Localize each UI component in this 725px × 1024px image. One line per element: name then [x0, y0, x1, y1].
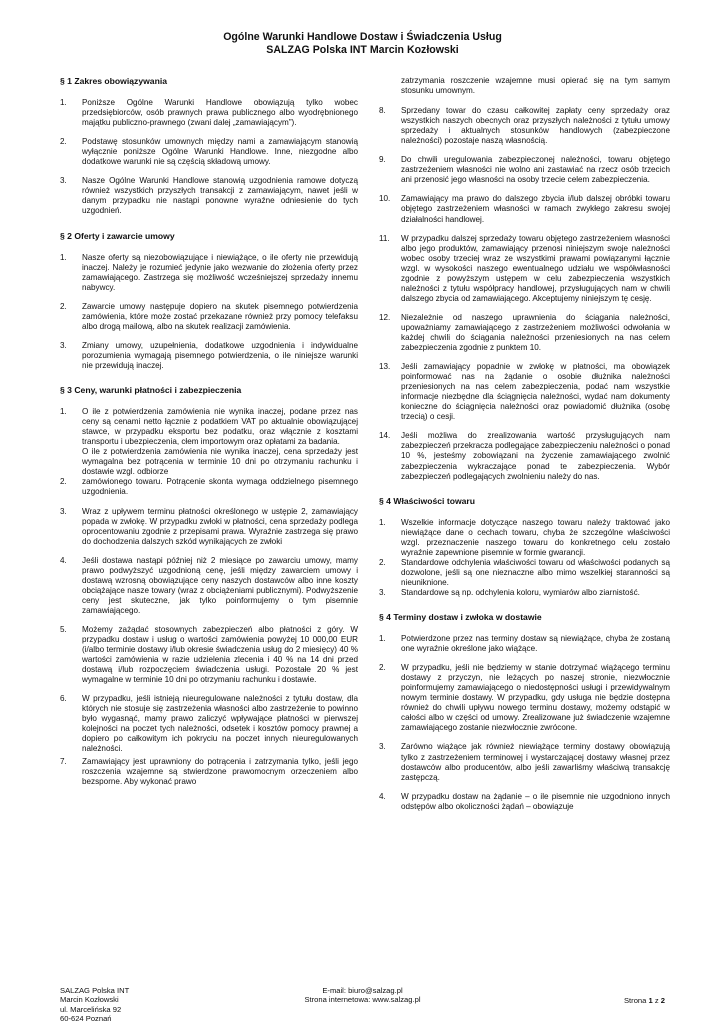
left-column	[60, 76, 358, 787]
clause-text: Nasze oferty są niezobowiązujące i niewiążące, o ile oferty nie przewidują inaczej. Należy je rozumieć jedynie jako wezwanie do złożenia oferty przez zamawiającego. Zastrzega się możliwość wcześniejszej sprzedaży innemu nabywcy.	[82, 252, 358, 292]
clause-number: 2.	[379, 663, 386, 673]
clause-text: Zmiany umowy, uzupełnienia, dodatkowe uzgodnienia i indywidualne porozumienia wymagają pisemnego potwierdzenia, o ile niniejsze warunki nie przewidują inaczej.	[82, 340, 358, 370]
clause-text: Standardowe odchylenia właściwości towaru od właściwości podanych są dozwolone, jeśli są one nieznaczne albo mimo wszelkiej staranności są nieuniknione.	[401, 557, 670, 587]
clause-text: W przypadku dalszej sprzedaży towaru objętego zastrzeżeniem własności albo jego produktów, zamawiający przenosi niniejszym swoje należności wobec osoby trzeciej wraz ze wszystkimi prawami powiązanymi łącznie wzgl. w wysokości naszego ewentualnego udziału we współwłasności zgodnie z powyższym ustępem w celu zabezpieczenia wszystkich należności z tytułu współpracy handlowej, przysługujących nam w chwili dalszego zbycia od zamawiającego. Akceptujemy niniejszym tę cesję.	[401, 233, 670, 303]
clause-number: 1.	[379, 517, 386, 527]
clause	[379, 588, 670, 598]
clause	[60, 341, 358, 371]
clause	[60, 407, 358, 447]
clause-number: 1.	[379, 634, 386, 644]
clause	[379, 742, 670, 782]
clause	[379, 362, 670, 422]
clause	[379, 194, 670, 224]
document-title: Ogólne Warunki Handlowe Dostaw i Świadczenia Usług	[223, 31, 502, 43]
section-title: § 4 Terminy dostaw i zwłoka w dostawie	[379, 612, 542, 623]
clause-number: 1.	[60, 98, 67, 108]
clause-text: Jeśli możliwa do zrealizowania wartość przysługujących nam zabezpieczeń przekracza podlegające zabezpieczeniu należności o ponad 10 %, jesteśmy zobowiązani na życzenie zamawiającego zwolnić zabezpieczenia wykraczające ponad te zabezpieczenia. Wybór zabezpieczeń podlegających zwolnieniu należy do nas.	[401, 431, 670, 481]
current-page: 1	[648, 996, 653, 1005]
clause-number: 1.	[60, 407, 67, 417]
clause-text: Zawarcie umowy następuje dopiero na skutek pisemnego potwierdzenia zamówienia, które może zostać przekazane również przy pomocy telefaksu albo drogą mailową, albo na skutek realizacji zamówienia.	[82, 301, 358, 331]
clause-text: Nasze Ogólne Warunki Handlowe stanowią uzgodnienia ramowe dotyczą również wszystkich przyszłych transakcji z zamawiającym, nawet jeśli w danym przypadku nie nastąpi ponowne wyraźne odniesienie do tych uzgodnień.	[82, 176, 358, 216]
clause-number: 2.	[60, 137, 67, 147]
clause-text: O ile z potwierdzenia zamówienia nie wynika inaczej, podane przez nas ceny są cenami netto łącznie z podatkiem VAT po aktualnie obowiązującej stawce, w przypadku eksportu bez podatku, oraz włącznie z kosztami transportu i ubezpieczenia, cłem importowym oraz opłatami za badania.	[82, 407, 358, 447]
page-label: Strona	[623, 996, 647, 1005]
section-title: § 2 Oferty i zawarcie umowy	[60, 230, 175, 241]
clause	[60, 302, 358, 332]
clause	[379, 106, 670, 146]
clause-number: 13.	[379, 362, 391, 372]
clause-text: Do chwili uregulowania zabezpieczonej należności, towaru objętego zastrzeżeniem własności nie wolno ani zastawiać na rzecz osób trzecich ani przenosić jego własności na osoby trzecie celem zabezpieczenia.	[401, 155, 670, 185]
clause	[60, 694, 358, 754]
clause-text: O ile z potwierdzenia zamówienia nie wynika inaczej, cena sprzedaży jest wymagalna bez potrącenia w terminie 10 dni po otrzymaniu rachunku i dostawie wzgl. odbiorze	[82, 447, 358, 477]
clause-text: Podstawę stosunków umownych między nami a zamawiającym stanowią wyłącznie poniższe Ogólne Warunki Handlowe. Inne, niezgodne albo dodatkowe warunki nie są częścią składową umowy.	[82, 137, 358, 167]
clause-text: Zamawiający ma prawo do dalszego zbycia i/lub dalszej obróbki towaru objętego zastrzeżeniem własności w ramach zwykłego zakresu swojej działalności handlowej.	[401, 194, 670, 224]
clause	[379, 155, 670, 185]
clause-text: zamówionego towaru. Potrącenie skonta wymaga oddzielnego pisemnego uzgodnienia.	[82, 477, 358, 497]
clause	[379, 313, 670, 353]
footer-address-line: SALZAG Polska INT	[60, 986, 130, 995]
company-name: SALZAG Polska INT Marcin Kozłowski	[266, 44, 459, 56]
clause	[60, 98, 358, 128]
section-title: § 4 Właściwości towaru	[379, 495, 475, 506]
clause	[60, 507, 358, 547]
clause-text: Możemy zażądać stosownych zabezpieczeń albo płatności z góry. W przypadku dostaw i usług o wartości zamówienia powyżej 10 000,00 EUR (i/albo terminie dostawy i/lub okresie świadczenia usług do 2 miesięcy) 40 % wartości zamówienia w razie udzielenia zlecenia i 40 % na 14 dni przed dostawą i/lub rozpoczęciem świadczenia usługi. Pozostałe 20 % jest wymagalne w terminie 10 dni po otrzymaniu rachunku i dostawie.	[82, 624, 358, 685]
page-of-label: z	[654, 996, 659, 1005]
clause-number: 3.	[379, 742, 386, 752]
clause	[379, 518, 670, 558]
clause-number: 8.	[379, 106, 386, 116]
clause-number: 3.	[60, 506, 67, 516]
clause	[60, 477, 358, 497]
clause-number: 1.	[60, 252, 67, 262]
clause	[379, 663, 670, 733]
clause-number: 3.	[379, 587, 386, 597]
clause-number: 14.	[379, 431, 391, 441]
clause-number: 4.	[379, 791, 386, 801]
section-title: § 1 Zakres obowiązywania	[60, 76, 167, 86]
footer-address-line: 60-624 Poznań	[60, 1013, 112, 1023]
footer-contact	[0, 986, 725, 1005]
clause-number: 3.	[60, 176, 67, 186]
clause-number: 4.	[60, 555, 67, 565]
clause-number: 11.	[379, 233, 390, 243]
clause-text: zatrzymania roszczenie wzajemne musi opierać się na tym samym stosunku umownym.	[401, 76, 670, 96]
clause-text: W przypadku, jeśli istnieją nieuregulowane należności z tytułu dostaw, dla których nie stosuje się zastrzeżenia własności albo zastrzeżenie to powinno było wygasnąć, mamy prawo zaliczyć wpływające płatności w pierwszej kolejności na poczet tych należności, odsetek i kosztów pomocy prawnej a dopiero po całkowitym ich pokryciu na poczet innych nieuregulowanych należności.	[82, 694, 358, 754]
clause-number: 12.	[379, 312, 391, 322]
clause-text: Wraz z upływem terminu płatności określonego w ustępie 2, zamawiający popada w zwłokę. W przypadku zwłoki w płatności, cena sprzedaży podlega oprocentowaniu zgodnie z przepisami prawa. Wyraźnie zastrzega się prawo do dochodzenia dalszych szkód wynikających ze zwłoki	[82, 506, 358, 546]
clause-text: Wszelkie informacje dotyczące naszego towaru należy traktować jako niewiążące dane o cechach towaru, chyba że szczególne właściwości wzgl. przeznaczenie naszego towaru do konkretnego celu zostało wyraźnie zapewnione pisemnie w formie gwarancji.	[401, 517, 670, 557]
clause-text: Zarówno wiążące jak również niewiążące terminy dostawy obowiązują tylko z zastrzeżeniem terminowej i wystarczającej dostawy własnej przez dostawców albo producentów, albo jeśli zawarliśmy właściwą transakcję zastępczą.	[401, 742, 670, 782]
clause-text: W przypadku dostaw na żądanie – o ile pisemnie nie uzgodniono innych odstępów albo okoliczności żądań – obowiązuje	[401, 791, 670, 811]
document-header	[0, 31, 725, 57]
clause-number: 5.	[60, 624, 67, 634]
clause	[379, 558, 670, 588]
clause	[379, 431, 670, 481]
clause-text: Niezależnie od naszego uprawnienia do ściągania należności, upoważniamy zamawiającego z zastrzeżeniem możliwości odwołania w każdej chwili do ściągania należności przeniesionych na nas celem zabezpieczenia zgodnie z punktem 10.	[401, 312, 670, 353]
clause-number: 2.	[60, 301, 67, 311]
clause-number: 3.	[60, 340, 67, 350]
section-title: § 3 Ceny, warunki płatności i zabezpieczenia	[60, 385, 242, 396]
footer-address-line: ul. Marcelińska 92	[60, 1004, 122, 1014]
clause	[60, 625, 358, 685]
page-number	[624, 996, 665, 1005]
right-column	[379, 76, 670, 812]
clause-number: 2.	[60, 477, 67, 487]
clause-text: Zamawiający jest uprawniony do potrącenia i zatrzymania tylko, jeśli jego roszczenia wzajemne są stwierdzone prawomocnym orzeczeniem albo bezsporne. Aby wykonać prawo	[82, 756, 358, 786]
clause-text: Jeśli dostawa nastąpi później niż 2 miesiące po zawarciu umowy, mamy prawo podwyższyć uzgodnioną cenę, jeśli między zawarciem umowy i dostawą wzrosną obowiązujące ceny naszych dostawców albo inne koszty obciążające nasze towary (wraz z obciążeniami publicznymi). Podwyższenie ceny jest skuteczne, jak tylko poinformujemy o tym pisemnie zamawiającego.	[82, 555, 358, 615]
clause-text: Potwierdzone przez nas terminy dostaw są niewiążące, chyba że zostaną one wyraźnie określone jako wiążące.	[401, 634, 670, 654]
clause-text: Jeśli zamawiający popadnie w zwłokę w płatności, ma obowiązek poinformować nas na żądanie o osobie dłużnika należności przeniesionych na nas celem zabezpieczenia, podać nam wszystkie informacje niezbędne dla ściągnięcia należności, wydać nam dokumenty konieczne do ściągnięcia należności oraz powiadomić dłużnika (osobę trzecią) o cesji.	[401, 362, 670, 422]
footer-website: Strona internetowa: www.salzag.pl	[304, 995, 421, 1005]
clause-text: W przypadku, jeśli nie będziemy w stanie dotrzymać wiążącego terminu dostawy z przyczyn, nie leżących po naszej stronie, niezwłocznie poinformujemy zamawiającego o niedostępności usługi i przewidywalnym nowym terminie dostawy. W przypadku, gdy usługa nie będzie dostępna również do chwili upływu nowego terminu dostawy, możemy odstąpić w całości albo w części od umowy. Zrealizowane już świadczenie wzajemne zamawiającego zostanie niezwłocznie zwrócone.	[401, 663, 670, 733]
clause	[379, 792, 670, 812]
clause-number: 7.	[60, 756, 67, 766]
clause	[60, 137, 358, 167]
clause	[60, 556, 358, 616]
clause-text: Standardowe są np. odchylenia koloru, wymiarów albo ziarnistość.	[401, 587, 640, 597]
clause-number: 2.	[379, 557, 386, 567]
total-pages: 2	[660, 996, 665, 1005]
clause-number: 9.	[379, 155, 386, 165]
clause-text: Sprzedany towar do czasu całkowitej zapłaty ceny sprzedaży oraz wszystkich naszych obecnych oraz przyszłych należności z tytułu umowy sprzedaży i aktualnych stosunków handlowych (zabezpieczone należności) pozostaje naszą własnością.	[401, 106, 670, 146]
clause	[60, 757, 358, 787]
clause	[60, 253, 358, 293]
footer-address-line: Marcin Kozłowski	[60, 995, 119, 1005]
clause-number: 6.	[60, 694, 67, 704]
clause-number: 10.	[379, 194, 391, 204]
clause	[379, 634, 670, 654]
clause	[379, 234, 670, 304]
clause	[60, 176, 358, 216]
footer-email: E-mail: biuro@salzag.pl	[322, 986, 403, 995]
clause-text: Poniższe Ogólne Warunki Handlowe obowiązują tylko wobec przedsiębiorców, osób prawnych prawa publicznego albo wyodrębnionego majątku publiczno-prawnego (zwani dalej „zamawiającym”).	[82, 98, 358, 128]
